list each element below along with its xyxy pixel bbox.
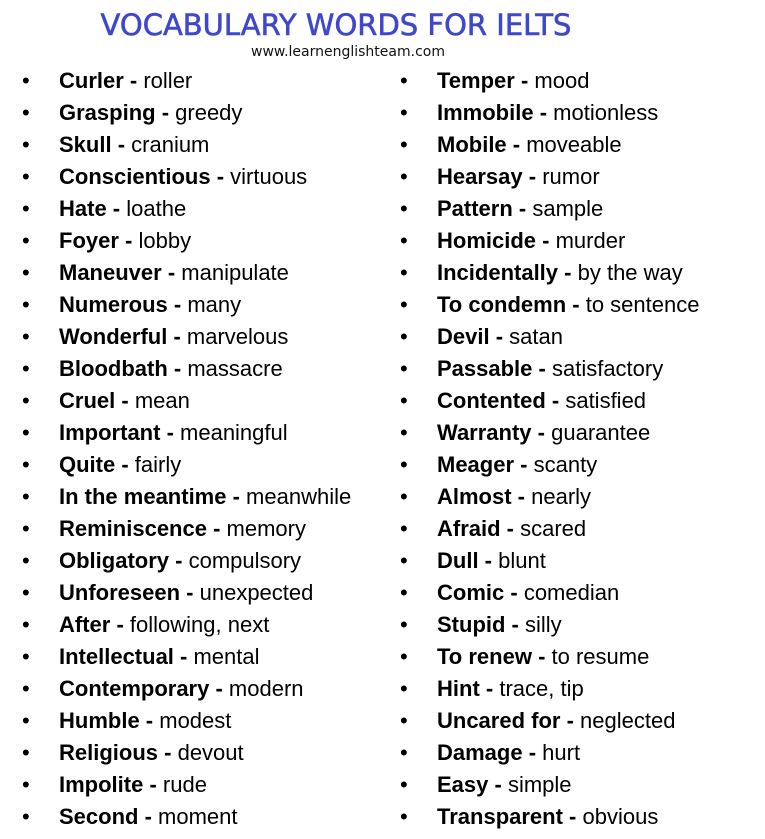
separator: - bbox=[533, 100, 554, 125]
vocabulary-term: Meager bbox=[437, 452, 515, 477]
bullet-icon: • bbox=[22, 612, 30, 637]
vocabulary-item bbox=[22, 353, 351, 385]
bullet-icon: • bbox=[22, 68, 30, 93]
vocabulary-item bbox=[400, 577, 699, 609]
bullet-icon: • bbox=[400, 228, 408, 253]
separator: - bbox=[558, 260, 578, 285]
separator: - bbox=[479, 676, 500, 701]
vocabulary-definition: cranium bbox=[131, 132, 210, 157]
vocabulary-definition: manipulate bbox=[181, 260, 289, 285]
vocabulary-term: Unforeseen bbox=[59, 580, 181, 605]
vocabulary-term: Stupid bbox=[437, 612, 506, 637]
vocabulary-item bbox=[400, 193, 699, 225]
vocabulary-term: Numerous bbox=[59, 292, 168, 317]
bullet-icon: • bbox=[22, 804, 30, 829]
bullet-icon: • bbox=[22, 644, 30, 669]
vocabulary-term: Incidentally bbox=[437, 260, 559, 285]
bullet-icon: • bbox=[22, 260, 30, 285]
bullet-icon: • bbox=[400, 388, 408, 413]
separator: - bbox=[158, 740, 178, 765]
vocabulary-term: Religious bbox=[59, 740, 159, 765]
vocabulary-definition: blunt bbox=[498, 548, 546, 573]
vocabulary-definition: many bbox=[187, 292, 242, 317]
vocabulary-term: Damage bbox=[437, 740, 523, 765]
separator: - bbox=[173, 644, 194, 669]
vocabulary-item bbox=[22, 97, 351, 129]
vocabulary-term: Homicide bbox=[437, 228, 537, 253]
vocabulary-item bbox=[400, 225, 699, 257]
vocabulary-item bbox=[400, 737, 699, 769]
vocabulary-definition: to sentence bbox=[585, 292, 700, 317]
bullet-icon: • bbox=[400, 132, 408, 157]
vocabulary-item bbox=[22, 417, 351, 449]
bullet-icon: • bbox=[400, 68, 408, 93]
vocabulary-term: Foyer bbox=[59, 228, 119, 253]
vocabulary-term: Quite bbox=[59, 452, 116, 477]
bullet-icon: • bbox=[400, 740, 408, 765]
vocabulary-term: Contemporary bbox=[59, 676, 210, 701]
vocabulary-term: Easy bbox=[437, 772, 489, 797]
vocabulary-item bbox=[400, 129, 699, 161]
separator: - bbox=[489, 324, 510, 349]
bullet-icon: • bbox=[400, 612, 408, 637]
vocabulary-item bbox=[22, 449, 351, 481]
vocabulary-term: Intellectual bbox=[59, 644, 174, 669]
vocabulary-item bbox=[400, 289, 699, 321]
separator: - bbox=[167, 292, 188, 317]
vocabulary-item bbox=[400, 545, 699, 577]
vocabulary-term: Mobile bbox=[437, 132, 507, 157]
vocabulary-definition: marvelous bbox=[186, 324, 289, 349]
vocabulary-definition: moveable bbox=[526, 132, 622, 157]
vocabulary-definition: scanty bbox=[533, 452, 598, 477]
vocabulary-definition: simple bbox=[507, 772, 572, 797]
vocabulary-item bbox=[400, 641, 699, 673]
vocabulary-definition: modern bbox=[228, 676, 304, 701]
bullet-icon: • bbox=[22, 164, 30, 189]
vocabulary-term: Afraid bbox=[437, 516, 501, 541]
separator: - bbox=[118, 228, 139, 253]
vocabulary-term: In the meantime bbox=[59, 484, 227, 509]
bullet-icon: • bbox=[22, 132, 30, 157]
vocabulary-term: Contented bbox=[437, 388, 546, 413]
vocabulary-definition: silly bbox=[525, 612, 562, 637]
vocabulary-definition: mental bbox=[193, 644, 260, 669]
separator: - bbox=[506, 132, 527, 157]
vocabulary-definition: meaningful bbox=[180, 420, 288, 445]
vocabulary-term: Grasping bbox=[59, 100, 156, 125]
bullet-icon: • bbox=[400, 676, 408, 701]
separator: - bbox=[522, 740, 543, 765]
vocabulary-definition: meanwhile bbox=[246, 484, 352, 509]
bullet-icon: • bbox=[400, 804, 408, 829]
vocabulary-term: Transparent bbox=[437, 804, 563, 829]
separator: - bbox=[206, 516, 227, 541]
vocabulary-definition: sample bbox=[532, 196, 604, 221]
vocabulary-definition: moment bbox=[158, 804, 238, 829]
vocabulary-definition: obvious bbox=[582, 804, 659, 829]
separator: - bbox=[514, 68, 535, 93]
vocabulary-item bbox=[22, 65, 351, 97]
separator: - bbox=[167, 324, 187, 349]
vocabulary-item bbox=[400, 481, 699, 513]
vocabulary-term: Hate bbox=[59, 196, 107, 221]
bullet-icon: • bbox=[400, 292, 408, 317]
vocabulary-item bbox=[400, 257, 699, 289]
vocabulary-definition: satan bbox=[509, 324, 563, 349]
vocabulary-term: Humble bbox=[59, 708, 140, 733]
vocabulary-definition: mean bbox=[134, 388, 190, 413]
vocabulary-item bbox=[400, 353, 699, 385]
separator: - bbox=[169, 548, 189, 573]
separator: - bbox=[180, 580, 200, 605]
separator: - bbox=[511, 484, 532, 509]
bullet-icon: • bbox=[400, 708, 408, 733]
bullet-icon: • bbox=[400, 548, 408, 573]
vocabulary-definition: hurt bbox=[542, 740, 581, 765]
bullet-icon: • bbox=[400, 516, 408, 541]
vocabulary-item bbox=[22, 161, 351, 193]
vocabulary-definition: murder bbox=[555, 228, 626, 253]
separator: - bbox=[138, 804, 159, 829]
vocabulary-term: Reminiscence bbox=[59, 516, 207, 541]
vocabulary-definition: loathe bbox=[126, 196, 187, 221]
vocabulary-definition: memory bbox=[226, 516, 306, 541]
vocabulary-term: Obligatory bbox=[59, 548, 170, 573]
bullet-icon: • bbox=[22, 324, 30, 349]
vocabulary-item bbox=[22, 705, 351, 737]
bullet-icon: • bbox=[400, 164, 408, 189]
vocabulary-definition: trace, tip bbox=[499, 676, 584, 701]
separator: - bbox=[111, 132, 132, 157]
vocabulary-term: Cruel bbox=[59, 388, 116, 413]
separator: - bbox=[123, 68, 144, 93]
bullet-icon: • bbox=[400, 772, 408, 797]
vocabulary-item bbox=[400, 673, 699, 705]
vocabulary-list-left bbox=[22, 65, 351, 833]
vocabulary-item bbox=[22, 385, 351, 417]
bullet-icon: • bbox=[22, 580, 30, 605]
bullet-icon: • bbox=[22, 516, 30, 541]
vocabulary-definition: following, next bbox=[129, 612, 270, 637]
vocabulary-item bbox=[400, 417, 699, 449]
separator: - bbox=[512, 196, 533, 221]
vocabulary-term: Immobile bbox=[437, 100, 534, 125]
separator: - bbox=[210, 164, 231, 189]
vocabulary-item bbox=[400, 161, 699, 193]
separator: - bbox=[160, 420, 181, 445]
vocabulary-item bbox=[400, 609, 699, 641]
vocabulary-item bbox=[22, 321, 351, 353]
separator: - bbox=[545, 388, 566, 413]
bullet-icon: • bbox=[22, 228, 30, 253]
vocabulary-item bbox=[22, 737, 351, 769]
vocabulary-item bbox=[400, 65, 699, 97]
separator: - bbox=[161, 260, 182, 285]
bullet-icon: • bbox=[400, 356, 408, 381]
vocabulary-term: Hearsay bbox=[437, 164, 523, 189]
separator: - bbox=[500, 516, 521, 541]
vocabulary-item bbox=[22, 673, 351, 705]
vocabulary-item bbox=[400, 385, 699, 417]
vocabulary-item bbox=[22, 289, 351, 321]
vocabulary-definition: rumor bbox=[542, 164, 600, 189]
separator: - bbox=[505, 612, 525, 637]
bullet-icon: • bbox=[400, 580, 408, 605]
vocabulary-definition: devout bbox=[177, 740, 244, 765]
bullet-icon: • bbox=[22, 388, 30, 413]
separator: - bbox=[504, 580, 524, 605]
vocabulary-definition: virtuous bbox=[230, 164, 308, 189]
vocabulary-term: Almost bbox=[437, 484, 512, 509]
vocabulary-term: After bbox=[59, 612, 111, 637]
vocabulary-definition: unexpected bbox=[199, 580, 314, 605]
vocabulary-definition: motionless bbox=[553, 100, 659, 125]
bullet-icon: • bbox=[400, 484, 408, 509]
separator: - bbox=[488, 772, 508, 797]
bullet-icon: • bbox=[22, 548, 30, 573]
vocabulary-term: Bloodbath bbox=[59, 356, 168, 381]
separator: - bbox=[536, 228, 556, 253]
vocabulary-definition: massacre bbox=[187, 356, 283, 381]
vocabulary-definition: nearly bbox=[531, 484, 592, 509]
bullet-icon: • bbox=[22, 772, 30, 797]
bullet-icon: • bbox=[22, 356, 30, 381]
bullet-icon: • bbox=[400, 452, 408, 477]
vocabulary-term: Hint bbox=[437, 676, 480, 701]
bullet-icon: • bbox=[22, 196, 30, 221]
vocabulary-term: Curler bbox=[59, 68, 124, 93]
vocabulary-term: Warranty bbox=[437, 420, 532, 445]
vocabulary-item bbox=[400, 769, 699, 801]
vocabulary-term: To renew bbox=[437, 644, 532, 669]
vocabulary-definition: roller bbox=[143, 68, 193, 93]
vocabulary-definition: guarantee bbox=[551, 420, 651, 445]
vocabulary-item bbox=[22, 801, 351, 833]
separator: - bbox=[167, 356, 188, 381]
bullet-icon: • bbox=[400, 644, 408, 669]
vocabulary-term: Comic bbox=[437, 580, 505, 605]
separator: - bbox=[115, 452, 135, 477]
vocabulary-item bbox=[22, 577, 351, 609]
bullet-icon: • bbox=[22, 740, 30, 765]
bullet-icon: • bbox=[22, 420, 30, 445]
bullet-icon: • bbox=[400, 100, 408, 125]
vocabulary-term: Pattern bbox=[437, 196, 513, 221]
vocabulary-definition: satisfactory bbox=[551, 356, 664, 381]
vocabulary-term: Second bbox=[59, 804, 139, 829]
vocabulary-definition: neglected bbox=[580, 708, 676, 733]
vocabulary-definition: greedy bbox=[175, 100, 243, 125]
separator: - bbox=[226, 484, 247, 509]
separator: - bbox=[143, 772, 163, 797]
vocabulary-term: To condemn bbox=[437, 292, 567, 317]
vocabulary-item bbox=[22, 481, 351, 513]
vocabulary-term: Wonderful bbox=[59, 324, 168, 349]
vocabulary-term: Important bbox=[59, 420, 161, 445]
bullet-icon: • bbox=[22, 676, 30, 701]
vocabulary-item bbox=[22, 225, 351, 257]
vocabulary-definition: scared bbox=[520, 516, 587, 541]
vocabulary-item bbox=[22, 641, 351, 673]
website-url: www.learnenglishteam.com bbox=[251, 44, 445, 60]
vocabulary-item bbox=[22, 129, 351, 161]
bullet-icon: • bbox=[400, 196, 408, 221]
separator: - bbox=[560, 708, 581, 733]
vocabulary-item bbox=[22, 769, 351, 801]
separator: - bbox=[106, 196, 127, 221]
vocabulary-term: Dull bbox=[437, 548, 479, 573]
vocabulary-definition: to resume bbox=[551, 644, 650, 669]
vocabulary-item bbox=[22, 609, 351, 641]
vocabulary-item bbox=[400, 513, 699, 545]
separator: - bbox=[514, 452, 534, 477]
vocabulary-item bbox=[400, 321, 699, 353]
vocabulary-item bbox=[400, 97, 699, 129]
vocabulary-term: Uncared for bbox=[437, 708, 561, 733]
vocabulary-term: Temper bbox=[437, 68, 515, 93]
bullet-icon: • bbox=[400, 420, 408, 445]
vocabulary-definition: by the way bbox=[577, 260, 683, 285]
vocabulary-definition: mood bbox=[534, 68, 590, 93]
separator: - bbox=[566, 292, 586, 317]
vocabulary-item bbox=[22, 257, 351, 289]
vocabulary-definition: lobby bbox=[138, 228, 192, 253]
vocabulary-term: Passable bbox=[437, 356, 533, 381]
vocabulary-item bbox=[400, 705, 699, 737]
vocabulary-term: Devil bbox=[437, 324, 490, 349]
bullet-icon: • bbox=[22, 708, 30, 733]
vocabulary-item bbox=[22, 193, 351, 225]
bullet-icon: • bbox=[400, 324, 408, 349]
separator: - bbox=[531, 420, 552, 445]
vocabulary-list-right bbox=[400, 65, 699, 833]
separator: - bbox=[532, 356, 552, 381]
vocabulary-term: Conscientious bbox=[59, 164, 211, 189]
vocabulary-item bbox=[22, 545, 351, 577]
vocabulary-definition: fairly bbox=[134, 452, 182, 477]
bullet-icon: • bbox=[22, 484, 30, 509]
separator: - bbox=[478, 548, 499, 573]
vocabulary-definition: satisfied bbox=[565, 388, 647, 413]
bullet-icon: • bbox=[22, 292, 30, 317]
page-title: VOCABULARY WORDS FOR IELTS bbox=[100, 8, 572, 42]
bullet-icon: • bbox=[22, 452, 30, 477]
separator: - bbox=[562, 804, 583, 829]
vocabulary-definition: comedian bbox=[523, 580, 620, 605]
separator: - bbox=[139, 708, 160, 733]
separator: - bbox=[115, 388, 135, 413]
vocabulary-definition: rude bbox=[162, 772, 207, 797]
bullet-icon: • bbox=[22, 100, 30, 125]
vocabulary-term: Skull bbox=[59, 132, 112, 157]
separator: - bbox=[531, 644, 552, 669]
vocabulary-definition: compulsory bbox=[188, 548, 302, 573]
separator: - bbox=[155, 100, 176, 125]
vocabulary-item bbox=[400, 449, 699, 481]
vocabulary-term: Maneuver bbox=[59, 260, 162, 285]
vocabulary-definition: modest bbox=[159, 708, 232, 733]
separator: - bbox=[110, 612, 130, 637]
vocabulary-item bbox=[22, 513, 351, 545]
vocabulary-item bbox=[400, 801, 699, 833]
separator: - bbox=[522, 164, 543, 189]
bullet-icon: • bbox=[400, 260, 408, 285]
vocabulary-term: Impolite bbox=[59, 772, 144, 797]
separator: - bbox=[209, 676, 229, 701]
